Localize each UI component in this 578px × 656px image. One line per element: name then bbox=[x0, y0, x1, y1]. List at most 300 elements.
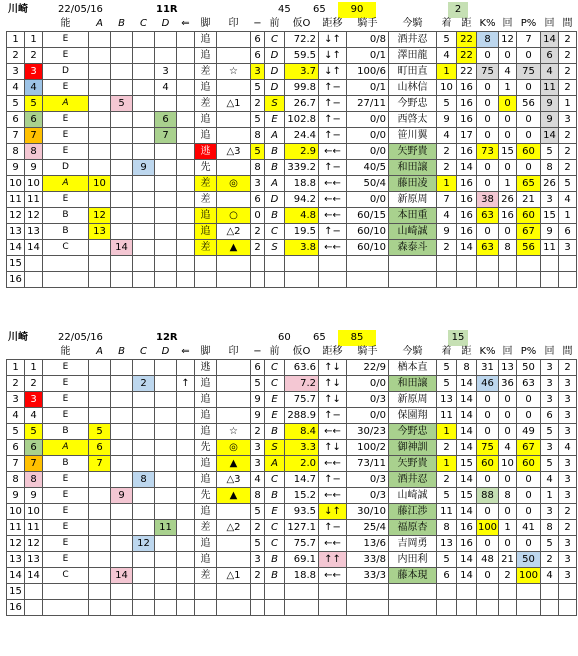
table-row bbox=[7, 600, 577, 616]
table-cell: 14 bbox=[457, 568, 477, 584]
table-cell bbox=[177, 80, 195, 96]
column-header: 距 bbox=[457, 344, 477, 360]
table-row bbox=[7, 256, 577, 272]
table-cell: C bbox=[265, 224, 285, 240]
table-cell bbox=[155, 192, 177, 208]
table-cell: 14 bbox=[111, 568, 133, 584]
table-cell bbox=[111, 472, 133, 488]
table-cell bbox=[217, 192, 251, 208]
table-cell bbox=[155, 176, 177, 192]
table-cell: 14 bbox=[457, 408, 477, 424]
table-cell: 0 bbox=[517, 48, 541, 64]
table-cell bbox=[285, 584, 319, 600]
table-cell: 2 bbox=[251, 240, 265, 256]
table-cell: 0 bbox=[477, 408, 499, 424]
table-cell bbox=[111, 360, 133, 376]
table-cell: 2 bbox=[437, 144, 457, 160]
table-cell: 0 bbox=[477, 472, 499, 488]
column-header: 着 bbox=[437, 16, 457, 32]
table-cell: 18.8 bbox=[285, 176, 319, 192]
table-cell bbox=[111, 272, 133, 288]
table-cell: E bbox=[265, 408, 285, 424]
table-cell: 3 bbox=[541, 376, 559, 392]
table-cell: A bbox=[43, 176, 89, 192]
table-cell: 56 bbox=[517, 240, 541, 256]
table-cell: S bbox=[265, 96, 285, 112]
table-cell: 9 bbox=[541, 112, 559, 128]
venue-label: 川崎 bbox=[8, 4, 28, 15]
table-cell: 1 bbox=[499, 80, 517, 96]
table-cell: 1 bbox=[25, 32, 43, 48]
table-cell: 21 bbox=[499, 552, 517, 568]
table-cell bbox=[111, 192, 133, 208]
column-header: C bbox=[133, 16, 155, 32]
table-cell: 0 bbox=[517, 80, 541, 96]
table-cell: 福原杏 bbox=[389, 520, 437, 536]
table-cell: 10 bbox=[25, 504, 43, 520]
table-cell: 2 bbox=[499, 568, 517, 584]
table-cell: D bbox=[265, 80, 285, 96]
table-cell bbox=[155, 208, 177, 224]
table-cell: 内田利 bbox=[389, 552, 437, 568]
table-cell: 和田譲 bbox=[389, 160, 437, 176]
table-cell: 0 bbox=[499, 536, 517, 552]
table-cell: 追 bbox=[195, 424, 217, 440]
table-cell: 13 bbox=[25, 552, 43, 568]
table-cell: 5 bbox=[437, 488, 457, 504]
table-cell bbox=[251, 600, 265, 616]
table-cell: 2 bbox=[133, 376, 155, 392]
table-cell: 63 bbox=[477, 208, 499, 224]
table-cell: 0 bbox=[517, 160, 541, 176]
table-cell: 3 bbox=[559, 392, 577, 408]
table-cell: 先 bbox=[195, 488, 217, 504]
table-cell: 2 bbox=[559, 48, 577, 64]
table-cell: ○ bbox=[217, 208, 251, 224]
table-cell: 5 bbox=[25, 424, 43, 440]
table-cell: 山崎誠 bbox=[389, 224, 437, 240]
race-number: 12R bbox=[156, 332, 178, 343]
table-cell: 14 bbox=[541, 128, 559, 144]
table-cell: 6 bbox=[25, 112, 43, 128]
table-cell: C bbox=[265, 376, 285, 392]
table-cell: 19.5 bbox=[285, 224, 319, 240]
table-cell: 9 bbox=[541, 224, 559, 240]
table-cell: 追 bbox=[195, 504, 217, 520]
venue-label: 川崎 bbox=[8, 332, 28, 343]
table-cell: 11 bbox=[437, 408, 457, 424]
table-cell: 9 bbox=[7, 488, 25, 504]
table-cell: D bbox=[265, 192, 285, 208]
table-cell: 8 bbox=[457, 360, 477, 376]
table-cell bbox=[155, 32, 177, 48]
table-cell: 1 bbox=[437, 456, 457, 472]
table-cell: 3 bbox=[541, 360, 559, 376]
table-cell: 差 bbox=[195, 568, 217, 584]
table-cell: 0 bbox=[517, 472, 541, 488]
table-cell bbox=[89, 112, 111, 128]
table-cell: ▲ bbox=[217, 488, 251, 504]
table-cell bbox=[437, 256, 457, 272]
table-cell: 2 bbox=[559, 80, 577, 96]
table-cell bbox=[177, 552, 195, 568]
table-cell: 3 bbox=[559, 240, 577, 256]
column-header: 着 bbox=[437, 344, 457, 360]
table-cell: 0 bbox=[517, 392, 541, 408]
table-cell: 逃 bbox=[195, 144, 217, 160]
table-cell: C bbox=[265, 360, 285, 376]
table-cell: 38 bbox=[477, 192, 499, 208]
column-header: 能 bbox=[43, 344, 89, 360]
header-value-3: 85 bbox=[338, 330, 376, 346]
entry-table bbox=[6, 16, 577, 288]
table-cell: 100 bbox=[517, 568, 541, 584]
table-cell: 7 bbox=[7, 128, 25, 144]
table-cell: 88 bbox=[477, 488, 499, 504]
table-cell: ↑↓ bbox=[319, 360, 347, 376]
table-cell: 10 bbox=[7, 176, 25, 192]
table-cell bbox=[217, 112, 251, 128]
table-cell: 8 bbox=[25, 144, 43, 160]
table-cell: 0 bbox=[499, 504, 517, 520]
table-cell bbox=[111, 552, 133, 568]
table-cell bbox=[111, 208, 133, 224]
table-cell bbox=[111, 160, 133, 176]
table-cell: 16 bbox=[7, 272, 25, 288]
table-cell: 0 bbox=[477, 48, 499, 64]
table-cell: 3 bbox=[7, 64, 25, 80]
table-cell bbox=[133, 520, 155, 536]
table-cell: 14 bbox=[25, 240, 43, 256]
table-cell bbox=[217, 128, 251, 144]
table-cell bbox=[133, 112, 155, 128]
table-cell: ↑↓ bbox=[319, 376, 347, 392]
table-cell: 0/3 bbox=[347, 472, 389, 488]
table-cell bbox=[111, 584, 133, 600]
table-cell: 4 bbox=[541, 568, 559, 584]
table-cell: 18.8 bbox=[285, 568, 319, 584]
table-cell: E bbox=[43, 192, 89, 208]
table-cell: 16 bbox=[7, 600, 25, 616]
column-header: P% bbox=[517, 16, 541, 32]
table-cell: 5 bbox=[437, 552, 457, 568]
table-cell bbox=[111, 536, 133, 552]
table-cell bbox=[133, 584, 155, 600]
table-cell bbox=[89, 128, 111, 144]
table-cell bbox=[133, 64, 155, 80]
table-cell bbox=[25, 600, 43, 616]
table-cell: 差 bbox=[195, 64, 217, 80]
table-cell: 0 bbox=[477, 160, 499, 176]
table-cell: E bbox=[43, 392, 89, 408]
table-cell: ↑↓ bbox=[319, 440, 347, 456]
table-cell: 3 bbox=[559, 424, 577, 440]
table-cell: 1 bbox=[437, 64, 457, 80]
table-cell bbox=[559, 272, 577, 288]
table-cell: 0/3 bbox=[347, 488, 389, 504]
table-cell: C bbox=[43, 240, 89, 256]
table-cell bbox=[477, 584, 499, 600]
table-cell bbox=[43, 272, 89, 288]
table-cell: 8 bbox=[25, 472, 43, 488]
table-row bbox=[7, 224, 577, 240]
table-cell bbox=[43, 256, 89, 272]
table-cell: E bbox=[43, 488, 89, 504]
table-cell: 11 bbox=[541, 80, 559, 96]
table-cell bbox=[457, 584, 477, 600]
table-cell: C bbox=[43, 568, 89, 584]
table-cell bbox=[319, 600, 347, 616]
table-cell: 2 bbox=[437, 160, 457, 176]
table-cell bbox=[285, 256, 319, 272]
table-cell bbox=[133, 240, 155, 256]
table-cell bbox=[133, 80, 155, 96]
table-cell: 14 bbox=[457, 392, 477, 408]
table-cell: 11 bbox=[7, 192, 25, 208]
table-cell bbox=[195, 256, 217, 272]
table-cell: 澤田龍 bbox=[389, 48, 437, 64]
column-header: 前 bbox=[265, 16, 285, 32]
table-cell: 12 bbox=[25, 536, 43, 552]
table-cell bbox=[133, 224, 155, 240]
table-cell: 3 bbox=[541, 192, 559, 208]
table-cell: 12 bbox=[25, 208, 43, 224]
table-cell bbox=[89, 144, 111, 160]
table-cell: 4 bbox=[437, 208, 457, 224]
table-row bbox=[7, 240, 577, 256]
table-cell: D bbox=[265, 48, 285, 64]
table-cell: 69.1 bbox=[285, 552, 319, 568]
table-cell bbox=[177, 240, 195, 256]
table-cell bbox=[319, 272, 347, 288]
table-cell: 7 bbox=[89, 456, 111, 472]
table-cell bbox=[217, 256, 251, 272]
table-cell: 14 bbox=[111, 240, 133, 256]
table-cell: 3 bbox=[251, 64, 265, 80]
table-cell: 75.7 bbox=[285, 392, 319, 408]
table-cell: 26 bbox=[541, 176, 559, 192]
table-cell bbox=[195, 600, 217, 616]
table-cell bbox=[177, 160, 195, 176]
table-cell bbox=[111, 392, 133, 408]
table-cell: 3 bbox=[541, 504, 559, 520]
table-cell bbox=[111, 48, 133, 64]
table-cell bbox=[89, 32, 111, 48]
column-header: 仮O bbox=[285, 16, 319, 32]
table-cell: 4 bbox=[437, 128, 457, 144]
table-cell: 1 bbox=[499, 176, 517, 192]
table-cell bbox=[155, 408, 177, 424]
table-cell bbox=[217, 376, 251, 392]
table-cell: A bbox=[265, 128, 285, 144]
table-row bbox=[7, 424, 577, 440]
table-cell: 5 bbox=[111, 96, 133, 112]
table-cell bbox=[111, 376, 133, 392]
table-cell: E bbox=[43, 112, 89, 128]
table-cell: ↑− bbox=[319, 112, 347, 128]
table-cell bbox=[285, 600, 319, 616]
table-cell: B bbox=[43, 424, 89, 440]
table-cell bbox=[319, 256, 347, 272]
table-cell: 15 bbox=[7, 584, 25, 600]
table-cell: B bbox=[265, 488, 285, 504]
table-cell: 0 bbox=[477, 504, 499, 520]
table-cell: 59.5 bbox=[285, 48, 319, 64]
table-cell: 16 bbox=[457, 96, 477, 112]
table-cell bbox=[177, 176, 195, 192]
table-cell: E bbox=[43, 408, 89, 424]
table-cell: 0 bbox=[477, 568, 499, 584]
table-cell: 65 bbox=[517, 176, 541, 192]
table-cell: 2 bbox=[7, 376, 25, 392]
header-value-3: 90 bbox=[338, 2, 376, 18]
table-cell bbox=[155, 552, 177, 568]
table-cell bbox=[25, 584, 43, 600]
race-number: 11R bbox=[156, 4, 178, 15]
table-row bbox=[7, 176, 577, 192]
table-cell bbox=[559, 584, 577, 600]
table-cell: 4 bbox=[25, 408, 43, 424]
table-row bbox=[7, 584, 577, 600]
table-cell: △2 bbox=[217, 520, 251, 536]
table-cell bbox=[155, 96, 177, 112]
column-header: P% bbox=[517, 344, 541, 360]
table-cell: 2.9 bbox=[285, 144, 319, 160]
table-cell: 1 bbox=[7, 32, 25, 48]
table-cell: 4 bbox=[499, 440, 517, 456]
table-cell: 14 bbox=[457, 552, 477, 568]
table-cell: 4 bbox=[499, 64, 517, 80]
table-cell: C bbox=[265, 32, 285, 48]
header-value-2: 65 bbox=[313, 332, 326, 343]
table-cell: 0 bbox=[517, 504, 541, 520]
table-cell bbox=[133, 48, 155, 64]
table-cell: 3 bbox=[559, 536, 577, 552]
table-cell: 5 bbox=[7, 424, 25, 440]
table-cell bbox=[217, 360, 251, 376]
table-cell: 21 bbox=[517, 192, 541, 208]
date-label: 22/05/16 bbox=[58, 332, 103, 343]
table-cell: 0 bbox=[499, 224, 517, 240]
table-cell: 17 bbox=[457, 128, 477, 144]
table-cell: 100/2 bbox=[347, 440, 389, 456]
table-cell: 5 bbox=[25, 96, 43, 112]
table-cell: 12 bbox=[7, 536, 25, 552]
table-cell: 46 bbox=[477, 376, 499, 392]
table-cell: 4 bbox=[155, 80, 177, 96]
table-cell: 8 bbox=[251, 488, 265, 504]
table-cell: 4 bbox=[437, 48, 457, 64]
table-cell: 6 bbox=[89, 440, 111, 456]
column-header: 今騎 bbox=[389, 16, 437, 32]
table-row bbox=[7, 96, 577, 112]
table-cell bbox=[133, 392, 155, 408]
table-cell: 3 bbox=[251, 440, 265, 456]
table-cell: 36 bbox=[499, 376, 517, 392]
table-cell: 保園翔 bbox=[389, 408, 437, 424]
table-row bbox=[7, 64, 577, 80]
table-cell bbox=[217, 160, 251, 176]
table-cell: 15 bbox=[7, 256, 25, 272]
table-cell: 8 bbox=[477, 32, 499, 48]
table-cell: 14 bbox=[541, 32, 559, 48]
table-cell: 8.4 bbox=[285, 424, 319, 440]
table-cell bbox=[111, 112, 133, 128]
table-cell bbox=[437, 600, 457, 616]
table-cell: 63 bbox=[477, 240, 499, 256]
table-cell: E bbox=[43, 32, 89, 48]
table-cell: 8 bbox=[499, 240, 517, 256]
table-cell: B bbox=[265, 552, 285, 568]
table-cell: 9 bbox=[541, 96, 559, 112]
table-cell: 13 bbox=[499, 360, 517, 376]
table-row bbox=[7, 376, 577, 392]
table-cell: B bbox=[265, 568, 285, 584]
table-cell: 12 bbox=[499, 32, 517, 48]
table-cell: 100/6 bbox=[347, 64, 389, 80]
table-cell bbox=[217, 408, 251, 424]
table-cell: C bbox=[265, 520, 285, 536]
table-cell: 6 bbox=[7, 112, 25, 128]
table-cell: 3 bbox=[251, 176, 265, 192]
table-cell: 御神訓 bbox=[389, 440, 437, 456]
column-header: 前 bbox=[265, 344, 285, 360]
header-value-2: 65 bbox=[313, 4, 326, 15]
table-cell bbox=[133, 568, 155, 584]
header-value-1: 45 bbox=[278, 4, 291, 15]
table-cell bbox=[177, 456, 195, 472]
table-cell: 0 bbox=[477, 424, 499, 440]
table-cell bbox=[217, 504, 251, 520]
table-cell: 9 bbox=[251, 392, 265, 408]
table-cell: 16 bbox=[457, 144, 477, 160]
table-cell bbox=[89, 392, 111, 408]
table-cell: E bbox=[265, 504, 285, 520]
table-cell: 14.7 bbox=[285, 472, 319, 488]
table-cell: 0 bbox=[517, 536, 541, 552]
table-cell: ↑− bbox=[319, 472, 347, 488]
table-cell: 森泰斗 bbox=[389, 240, 437, 256]
table-cell: 75.7 bbox=[285, 536, 319, 552]
table-cell bbox=[111, 32, 133, 48]
table-cell bbox=[133, 208, 155, 224]
table-cell bbox=[319, 584, 347, 600]
table-cell bbox=[559, 256, 577, 272]
table-cell: 26.7 bbox=[285, 96, 319, 112]
column-header-row bbox=[7, 16, 577, 32]
table-cell: 0 bbox=[477, 224, 499, 240]
table-cell bbox=[155, 568, 177, 584]
table-cell: 酒井忍 bbox=[389, 472, 437, 488]
table-cell: 追 bbox=[195, 456, 217, 472]
table-cell bbox=[217, 392, 251, 408]
table-row bbox=[7, 32, 577, 48]
table-cell: 3 bbox=[25, 392, 43, 408]
table-cell: 逃 bbox=[195, 360, 217, 376]
table-cell bbox=[89, 408, 111, 424]
table-cell: ↑− bbox=[319, 160, 347, 176]
column-header: 仮O bbox=[285, 344, 319, 360]
table-cell: 14 bbox=[25, 568, 43, 584]
table-cell: 13 bbox=[437, 536, 457, 552]
table-cell bbox=[89, 568, 111, 584]
table-cell: 5 bbox=[89, 424, 111, 440]
table-cell: 5 bbox=[437, 360, 457, 376]
table-cell bbox=[89, 160, 111, 176]
table-row bbox=[7, 440, 577, 456]
table-cell: 5 bbox=[541, 144, 559, 160]
table-cell bbox=[177, 64, 195, 80]
